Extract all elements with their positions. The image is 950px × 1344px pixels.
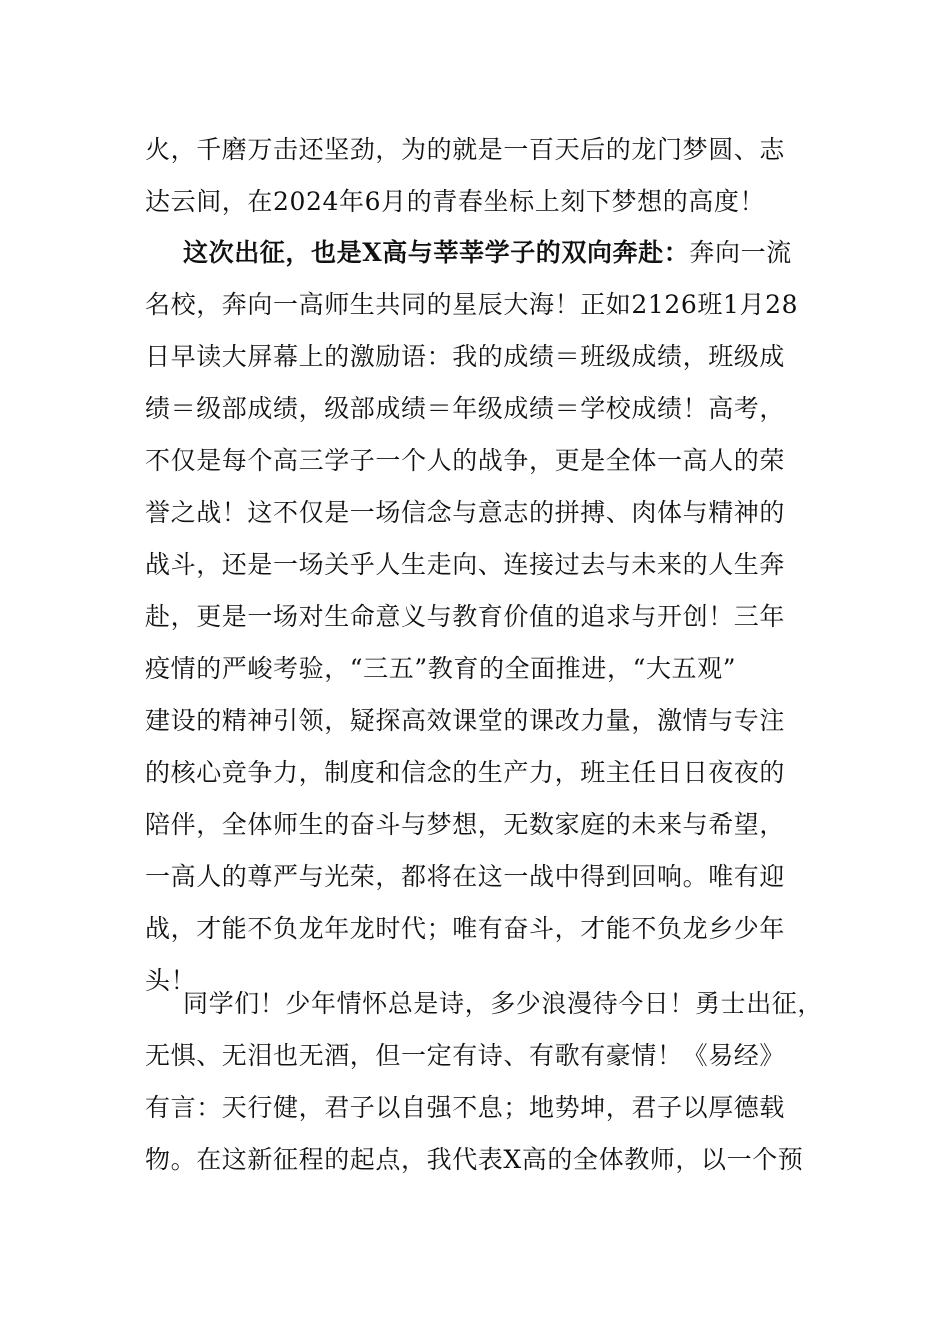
paragraph-1 — [145, 124, 845, 228]
bold-lead-text: 这次出征，也是X高与莘莘学子的双向奔赴： — [183, 238, 690, 267]
text-line: 名校，奔向一高师生共同的星辰大海！正如2126班1月28 — [145, 290, 799, 319]
text-line: 火，千磨万击还坚劲，为的就是一百天后的龙门梦圆、志 — [145, 135, 786, 164]
text-line: 赴，更是一场对生命意义与教育价值的追求与开创！三年 — [145, 602, 786, 631]
text-line: 一高人的尊严与光荣，都将在这一战中得到回响。唯有迎 — [145, 862, 786, 891]
text-line: 战斗，还是一场关乎人生走向、连接过去与未来的人生奔 — [145, 550, 786, 579]
text-line: 建设的精神引领，疑探高效课堂的课改力量，激情与专注 — [145, 706, 786, 735]
text-line: 疫情的严峻考验，“三五”教育的全面推进，“大五观” — [145, 654, 737, 683]
text-line: 战，才能不负龙年龙时代；唯有奋斗，才能不负龙乡少年 — [145, 914, 786, 943]
text-line: 陪伴，全体师生的奋斗与梦想，无数家庭的未来与希望， — [145, 810, 786, 839]
paragraph-lead-line — [145, 227, 845, 279]
text-line: 绩＝级部成绩，级部成绩＝年级成绩＝学校成绩！高考， — [145, 394, 786, 423]
text-line: 日早读大屏幕上的激励语：我的成绩＝班级成绩，班级成 — [145, 342, 786, 371]
paragraph-3 — [145, 978, 845, 1186]
text-line: 不仅是每个高三学子一个人的战争，更是全体一高人的荣 — [145, 446, 786, 475]
lead-rest-text: 奔向一流 — [689, 238, 792, 267]
text-line: 有言：天行健，君子以自强不息；地势坤，君子以厚德载 — [145, 1093, 786, 1122]
text-line: 的核心竞争力，制度和信念的生产力，班主任日日夜夜的 — [145, 758, 786, 787]
text-line: 无惧、无泪也无酒，但一定有诗、有歌有豪情！《易经》 — [145, 1041, 786, 1070]
text-line: 誉之战！这不仅是一场信念与意志的拼搏、肉体与精神的 — [145, 498, 786, 527]
text-line: 头！ — [145, 966, 197, 995]
paragraph-2 — [145, 227, 845, 1007]
text-line: 同学们！少年情怀总是诗，多少浪漫待今日！勇士出征， — [183, 989, 824, 1018]
text-line: 物。在这新征程的起点，我代表X高的全体教师，以一个预 — [145, 1145, 804, 1174]
text-line: 达云间，在2024年6月的青春坐标上刻下梦想的高度！ — [145, 187, 766, 216]
